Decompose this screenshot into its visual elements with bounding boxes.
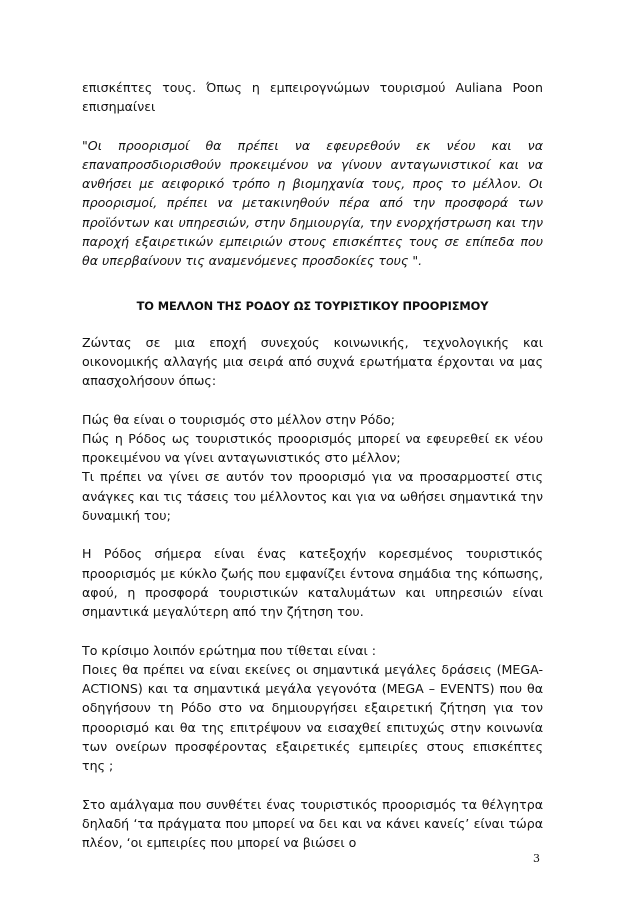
critical-question-paragraph: Ποιες θα πρέπει να είναι εκείνες οι σημαντικά μεγάλες δράσεις (MEGA-ACTIONS) και τα σημαντικά μεγάλα γεγονότα (MEGA – EVENTS) που θα οδηγήσουν τη Ρόδο στο να δημιουργήσει εξαιρετική ζήτηση για τον προορισμό και θα της επιτρέψουν να εισαχθεί επιτυχώς στην κοινωνία των ονείρων προσφέροντας εξαιρετικές εμπειρίες στους επισκέπτες της ; (82, 661, 543, 774)
questions-block (82, 410, 543, 526)
question-item: Πώς η Ρόδος ως τουριστικός προορισμός μπορεί να εφευρεθεί εκ νέου προκειμένου να γίνει ανταγωνιστικός στο μέλλον; (82, 430, 543, 466)
intro-paragraph: επισκέπτες τους. Όπως η εμπειρογνώμων τουρισμού Auliana Poon επισημαίνει (82, 80, 543, 115)
section-heading: ΤΟ ΜΕΛΛΟΝ ΤΗΣ ΡΟΔΟΥ ΩΣ ΤΟΥΡΙΣΤΙΚΟΥ ΠΡΟΟΡΙΣΜΟΥ (136, 298, 489, 313)
closing-paragraph: Στο αμάλγαμα που συνθέτει ένας τουριστικός προορισμός τα θέλγητρα δηλαδή ‘τα πράγματα που μπορεί να δει και να κάνει κανείς’ είναι τώρα πλέον, ‘οι εμπειρίες που μπορεί να βιώσει ο (82, 796, 543, 851)
page-body (82, 78, 543, 853)
context-paragraph: Ζώντας σε μια εποχή συνεχούς κοινωνικής, τεχνολογικής και οικονομικής αλλαγής μια σειρά από συχνά ερωτήματα έρχονται να μας απασχολήσουν όπως: (82, 334, 543, 389)
page-number: 3 (533, 852, 540, 865)
quote-paragraph: "Οι προορισμοί θα πρέπει να εφευρεθούν εκ νέου και να επαναπροσδιορισθούν προκειμένου να γίνουν ανταγωνιστικοί και να ανθήσει με αειφορικό τρόπο η βιομηχανία τους, προς το μέλλον. Οι προορισμοί, πρέπει να μετακινηθούν πέρα από την προσφορά των προϊόντων και υπηρεσιών, στην δημιουργία, την ενορχήστρωση και την παροχή εξαιρετικών εμπειριών στους επισκέπτες τους σε επίπεδα που θα υπερβαίνουν τις αναμενόμενες προσδοκίες τους ". (82, 137, 543, 269)
critical-question-intro: Το κρίσιμο λοιπόν ερώτημα που τίθεται είναι : (82, 642, 377, 658)
question-item: Τι πρέπει να γίνει σε αυτόν τον προορισμό για να προσαρμοστεί στις ανάγκες και τις τάσεις του μέλλοντος και για να ωθήσει σημαντικά την δυναμική του; (82, 469, 543, 524)
saturation-paragraph: Η Ρόδος σήμερα είναι ένας κατεξοχήν κορεσμένος τουριστικός προορισμός με κύκλο ζωής που εμφανίζει έντονα σημάδια της κόπωσης, αφού, η προσφορά τουριστικών καταλυμάτων και υπηρεσιών είναι σημαντικά μεγαλύτερη από την ζήτηση του. (82, 546, 543, 620)
question-item: Πώς θα είναι ο τουρισμός στο μέλλον στην Ρόδο; (82, 411, 395, 427)
